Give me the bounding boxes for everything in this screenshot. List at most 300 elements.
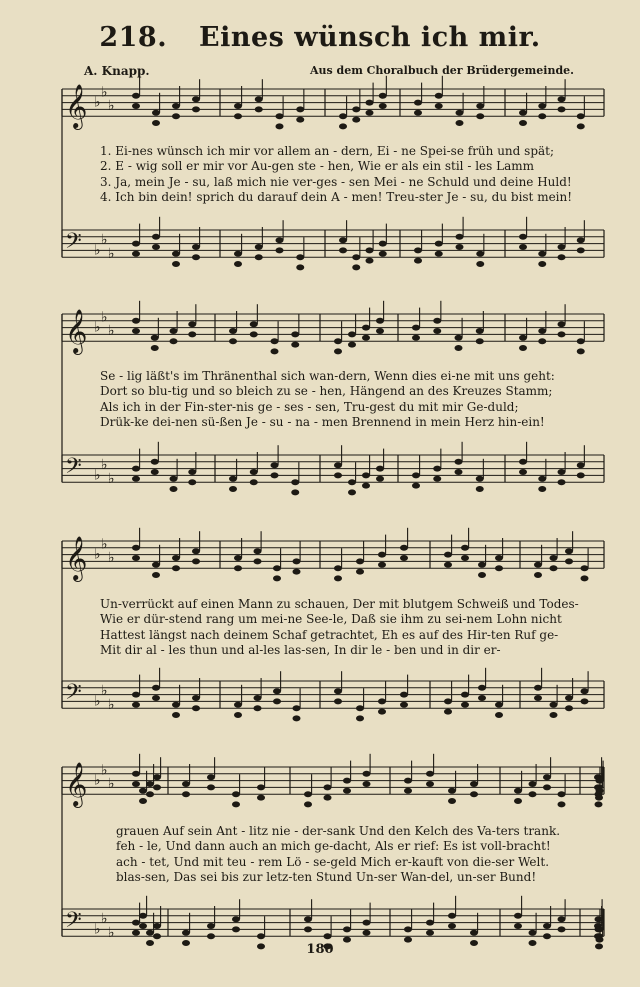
flat-sign-icon: ♭ — [94, 921, 101, 938]
lyric-line: 3. Ja, mein Je - su, laß mich nie ver-ges - sen Mei - ne Schuld und deine Huld! — [100, 174, 572, 189]
note-head — [538, 338, 546, 344]
note-head — [188, 479, 196, 485]
note-head — [139, 913, 147, 919]
note-head — [444, 552, 452, 558]
note-head — [519, 459, 527, 465]
note-head — [412, 472, 420, 478]
note-head — [170, 476, 178, 482]
note-head — [362, 335, 370, 341]
bass-clef-icon: 𝄢 — [65, 229, 82, 259]
note-head — [132, 702, 140, 708]
note-head — [334, 472, 342, 478]
flat-sign-icon: ♭ — [101, 911, 108, 928]
note-head — [550, 565, 558, 571]
note-head — [534, 562, 542, 568]
note-head — [271, 338, 279, 344]
note-head — [538, 113, 546, 119]
note-head — [378, 698, 386, 704]
note-head — [229, 328, 237, 334]
flat-sign-icon: ♭ — [94, 693, 101, 710]
note-head — [132, 545, 140, 551]
note-head — [234, 261, 242, 267]
note-head — [366, 247, 374, 253]
note-head — [519, 234, 527, 240]
note-head — [433, 328, 441, 334]
note-head — [400, 545, 408, 551]
note-head — [433, 466, 441, 472]
note-head — [229, 476, 237, 482]
note-head — [435, 241, 443, 247]
note-head — [478, 685, 486, 691]
note-head — [132, 692, 140, 698]
note-head — [232, 926, 240, 932]
note-head — [414, 247, 422, 253]
note-head — [324, 784, 332, 790]
lyric-line: Dort so blu-tig und so bleich zu se - hen, Hängend an des Kreuzes Stamm; — [100, 384, 553, 399]
note-head — [293, 558, 301, 564]
note-head — [182, 791, 190, 797]
note-head — [334, 575, 342, 581]
note-head — [257, 795, 265, 801]
note-head — [412, 325, 420, 331]
flat-sign-icon: ♭ — [108, 98, 115, 114]
note-head — [362, 325, 370, 331]
note-head — [534, 572, 542, 578]
note-head — [152, 695, 160, 701]
note-head — [577, 348, 585, 354]
note-head — [534, 685, 542, 691]
note-head — [271, 348, 279, 354]
note-head — [565, 695, 573, 701]
note-head — [444, 709, 452, 715]
note-head — [172, 103, 180, 109]
note-head — [558, 96, 566, 102]
note-head — [151, 335, 159, 341]
note-head — [343, 926, 351, 932]
note-head — [543, 774, 551, 780]
note-head — [412, 335, 420, 341]
note-head — [476, 113, 484, 119]
note-head — [461, 545, 469, 551]
note-head — [293, 705, 301, 711]
flat-sign-icon: ♭ — [108, 696, 115, 713]
lyric-line: Wie er dür-stend rang um mei-ne See-le, Daß sie ihm zu sei-nem Lohn nicht — [100, 612, 562, 627]
note-head — [379, 241, 387, 247]
note-head — [414, 100, 422, 106]
note-head — [519, 335, 527, 341]
note-head — [192, 695, 200, 701]
note-head — [234, 565, 242, 571]
note-head — [132, 466, 140, 472]
note-head — [379, 93, 387, 99]
flat-sign-icon: ♭ — [94, 242, 101, 259]
note-head — [132, 251, 140, 257]
note-head — [139, 798, 147, 804]
note-head — [538, 261, 546, 267]
lyric-line: Mit dir al - les thun und al-les las-sen, In dir le - ben und in dir er- — [100, 643, 501, 658]
note-head — [363, 781, 371, 787]
bass-clef-icon: 𝄢 — [65, 908, 82, 938]
note-head — [352, 117, 360, 123]
note-head — [254, 558, 262, 564]
note-head — [132, 555, 140, 561]
note-head — [172, 555, 180, 561]
note-head — [470, 791, 478, 797]
note-head — [172, 702, 180, 708]
note-head — [376, 466, 384, 472]
note-head — [234, 702, 242, 708]
note-head — [172, 251, 180, 257]
note-head — [146, 930, 154, 936]
lyric-line: Un-verrückt auf einen Mann zu schauen, Der mit blutgem Schweiß und Todes- — [100, 597, 579, 611]
lyrics-system-3 — [100, 597, 579, 659]
note-head — [250, 321, 258, 327]
note-head — [519, 345, 527, 351]
note-head — [378, 552, 386, 558]
note-head — [461, 692, 469, 698]
note-head — [151, 469, 159, 475]
note-head — [595, 916, 603, 922]
note-head — [478, 562, 486, 568]
note-head — [296, 254, 304, 260]
note-head — [550, 712, 558, 718]
note-head — [435, 251, 443, 257]
note-head — [595, 801, 603, 807]
hymn-author: A. Knapp. — [84, 64, 150, 78]
note-head — [352, 264, 360, 270]
treble-clef-icon: 𝄞 — [65, 84, 88, 128]
note-head — [234, 113, 242, 119]
note-head — [435, 103, 443, 109]
note-head — [296, 117, 304, 123]
note-head — [152, 120, 160, 126]
note-head — [132, 241, 140, 247]
note-head — [456, 120, 464, 126]
flat-sign-icon: ♭ — [101, 683, 108, 700]
note-head — [435, 93, 443, 99]
note-head — [257, 784, 265, 790]
note-head — [558, 916, 566, 922]
lyric-line: Drük-ke dei-nen sü-ßen Je - su - na - men Brennend in mein Herz hin-ein! — [100, 415, 545, 430]
note-head — [152, 234, 160, 240]
note-head — [254, 695, 262, 701]
note-head — [255, 106, 263, 112]
note-head — [343, 778, 351, 784]
lyric-line: Hattest längst nach deinem Schaf getrachtet, Eh es auf des Hir-ten Ruf ge- — [100, 627, 559, 642]
note-head — [352, 106, 360, 112]
note-head — [153, 784, 161, 790]
note-head — [273, 575, 281, 581]
treble-clef-icon: 𝄞 — [65, 762, 88, 806]
note-head — [188, 321, 196, 327]
note-head — [234, 103, 242, 109]
note-head — [376, 318, 384, 324]
note-head — [207, 784, 215, 790]
note-head — [550, 702, 558, 708]
note-head — [456, 110, 464, 116]
note-head — [229, 486, 237, 492]
note-head — [152, 244, 160, 250]
note-head — [192, 548, 200, 554]
lyric-line: ach - tet, Und mit teu - rem Lö - se-geld Mich er-kauft von die-ser Welt. — [116, 854, 550, 869]
note-head — [207, 774, 215, 780]
note-head — [376, 476, 384, 482]
note-head — [565, 558, 573, 564]
flat-sign-icon: ♭ — [94, 467, 101, 484]
lyric-line: 2. E - wig soll er mir vor Au-gen ste - hen, Wie er als ein stil - les Lamm — [100, 159, 534, 174]
note-head — [495, 712, 503, 718]
note-head — [291, 342, 299, 348]
note-head — [362, 472, 370, 478]
lyrics-system-2 — [100, 369, 555, 431]
note-head — [538, 486, 546, 492]
lyric-line: grauen Auf sein Ant - litz nie - der-sank Und den Kelch des Va-ters trank. — [116, 824, 561, 838]
note-head — [188, 469, 196, 475]
note-head — [363, 920, 371, 926]
note-head — [558, 321, 566, 327]
note-head — [519, 120, 527, 126]
note-head — [400, 692, 408, 698]
note-head — [581, 575, 589, 581]
flat-sign-icon: ♭ — [101, 232, 108, 249]
lyric-line: Se - lig läßt's im Thränenthal sich wan-dern, Wenn dies ei-ne mit uns geht: — [100, 369, 555, 383]
note-head — [151, 345, 159, 351]
note-head — [581, 698, 589, 704]
flat-sign-icon: ♭ — [94, 94, 101, 111]
note-head — [172, 261, 180, 267]
note-head — [456, 234, 464, 240]
note-head — [188, 331, 196, 337]
note-head — [334, 698, 342, 704]
note-head — [543, 923, 551, 929]
note-head — [470, 781, 478, 787]
note-head — [356, 569, 364, 575]
note-head — [255, 254, 263, 260]
note-head — [558, 331, 566, 337]
note-head — [153, 933, 161, 939]
note-head — [538, 328, 546, 334]
lyric-line: blas-sen, Das sei bis zur letz-ten Stund Un-ser Wan-del, un-ser Bund! — [116, 870, 537, 885]
note-head — [273, 565, 281, 571]
hymn-number: 218. — [99, 22, 168, 53]
note-head — [363, 930, 371, 936]
note-head — [152, 572, 160, 578]
note-head — [334, 338, 342, 344]
note-head — [379, 251, 387, 257]
note-head — [234, 251, 242, 257]
note-head — [376, 328, 384, 334]
note-head — [334, 348, 342, 354]
note-head — [339, 113, 347, 119]
note-head — [348, 479, 356, 485]
note-head — [366, 258, 374, 264]
note-head — [132, 328, 140, 334]
note-head — [433, 318, 441, 324]
note-head — [378, 709, 386, 715]
note-head — [476, 261, 484, 267]
note-head — [577, 123, 585, 129]
note-head — [334, 565, 342, 571]
note-head — [271, 472, 279, 478]
note-head — [558, 106, 566, 112]
note-head — [234, 712, 242, 718]
note-head — [234, 555, 242, 561]
note-head — [366, 100, 374, 106]
note-head — [356, 558, 364, 564]
flat-sign-icon: ♭ — [101, 84, 108, 101]
note-head — [577, 247, 585, 253]
note-head — [476, 486, 484, 492]
note-head — [152, 685, 160, 691]
note-head — [426, 781, 434, 787]
note-head — [132, 318, 140, 324]
note-head — [132, 476, 140, 482]
note-head — [426, 930, 434, 936]
page-number: 180 — [306, 942, 334, 957]
note-head — [271, 462, 279, 468]
lyric-line: feh - le, Und dann auch an mich ge-dacht, Als er rief: Es ist voll-bracht! — [116, 839, 551, 854]
flat-sign-icon: ♭ — [101, 457, 108, 474]
note-head — [461, 702, 469, 708]
note-head — [476, 328, 484, 334]
note-head — [558, 244, 566, 250]
note-head — [476, 251, 484, 257]
note-head — [448, 798, 456, 804]
note-head — [192, 558, 200, 564]
note-head — [153, 923, 161, 929]
note-head — [534, 695, 542, 701]
note-head — [519, 469, 527, 475]
note-head — [400, 555, 408, 561]
treble-clef-icon: 𝄞 — [65, 536, 88, 580]
flat-sign-icon: ♭ — [108, 323, 115, 339]
note-head — [400, 702, 408, 708]
note-head — [455, 469, 463, 475]
note-head — [461, 555, 469, 561]
note-head — [495, 555, 503, 561]
note-head — [232, 916, 240, 922]
treble-clef-icon: 𝄞 — [65, 309, 88, 353]
note-head — [529, 781, 537, 787]
note-head — [192, 106, 200, 112]
note-head — [132, 920, 140, 926]
note-head — [250, 469, 258, 475]
note-head — [356, 715, 364, 721]
note-head — [444, 698, 452, 704]
note-head — [172, 113, 180, 119]
flat-sign-icon: ♭ — [108, 245, 115, 262]
note-head — [404, 788, 412, 794]
note-head — [339, 237, 347, 243]
note-head — [356, 705, 364, 711]
note-head — [495, 565, 503, 571]
note-head — [495, 702, 503, 708]
note-head — [558, 791, 566, 797]
note-head — [254, 548, 262, 554]
note-head — [229, 338, 237, 344]
flat-sign-icon: ♭ — [101, 536, 108, 553]
note-head — [478, 572, 486, 578]
note-head — [182, 781, 190, 787]
note-head — [514, 788, 522, 794]
note-head — [304, 801, 312, 807]
note-head — [132, 103, 140, 109]
note-head — [529, 930, 537, 936]
note-head — [581, 565, 589, 571]
note-head — [514, 923, 522, 929]
note-head — [476, 476, 484, 482]
note-head — [519, 110, 527, 116]
note-head — [255, 96, 263, 102]
note-head — [250, 331, 258, 337]
flat-sign-icon: ♭ — [94, 772, 101, 789]
note-head — [456, 244, 464, 250]
note-head — [577, 237, 585, 243]
note-head — [273, 688, 281, 694]
note-head — [426, 771, 434, 777]
note-head — [182, 930, 190, 936]
note-head — [455, 345, 463, 351]
note-head — [273, 698, 281, 704]
note-head — [550, 555, 558, 561]
flat-sign-icon: ♭ — [94, 546, 101, 563]
lyrics-system-1 — [100, 144, 572, 206]
note-head — [170, 338, 178, 344]
note-head — [478, 695, 486, 701]
note-head — [558, 254, 566, 260]
flat-sign-icon: ♭ — [108, 550, 115, 566]
note-head — [470, 930, 478, 936]
note-head — [577, 472, 585, 478]
note-head — [558, 926, 566, 932]
note-head — [152, 110, 160, 116]
note-head — [172, 565, 180, 571]
note-head — [514, 798, 522, 804]
note-head — [254, 705, 262, 711]
note-head — [366, 110, 374, 116]
note-head — [455, 459, 463, 465]
note-head — [324, 933, 332, 939]
note-head — [577, 113, 585, 119]
note-head — [581, 688, 589, 694]
note-head — [304, 916, 312, 922]
note-head — [363, 771, 371, 777]
note-head — [558, 479, 566, 485]
note-head — [538, 251, 546, 257]
note-head — [378, 562, 386, 568]
note-head — [296, 264, 304, 270]
note-head — [192, 254, 200, 260]
note-head — [448, 923, 456, 929]
note-head — [207, 923, 215, 929]
note-head — [448, 913, 456, 919]
note-head — [339, 123, 347, 129]
note-head — [414, 110, 422, 116]
note-head — [543, 784, 551, 790]
note-head — [334, 462, 342, 468]
note-head — [170, 486, 178, 492]
note-head — [348, 489, 356, 495]
note-head — [412, 483, 420, 489]
note-head — [352, 254, 360, 260]
note-head — [139, 923, 147, 929]
note-head — [348, 331, 356, 337]
note-head — [153, 774, 161, 780]
note-head — [232, 801, 240, 807]
note-head — [476, 103, 484, 109]
flat-sign-icon: ♭ — [94, 319, 101, 336]
note-head — [343, 788, 351, 794]
